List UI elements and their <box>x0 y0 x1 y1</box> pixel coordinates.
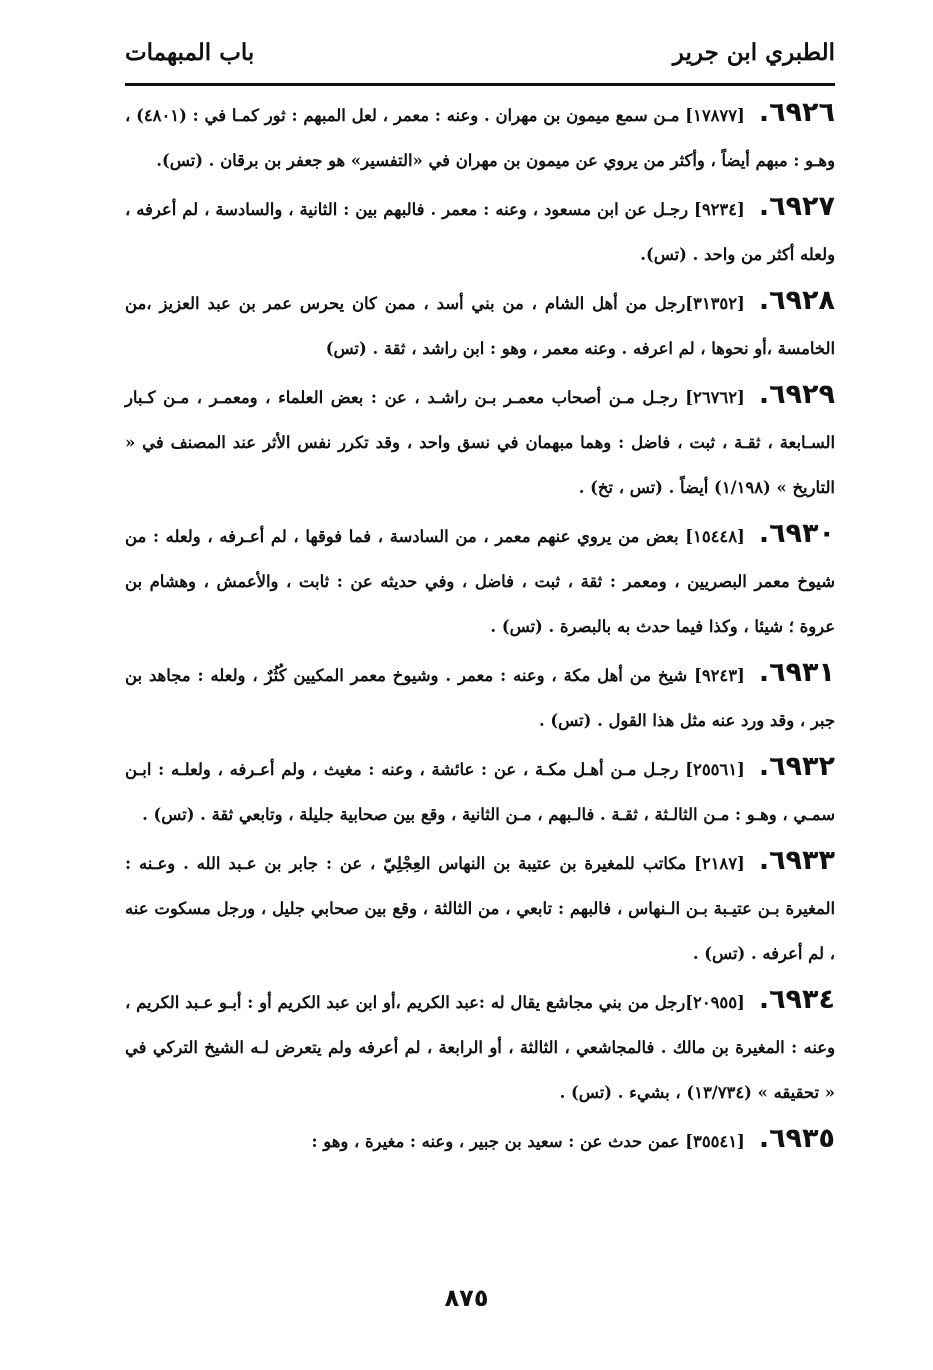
entry-number: ٦٩٣٤. <box>758 984 835 1015</box>
entry-number: ٦٩٢٦. <box>758 97 835 128</box>
entry-number: ٦٩٢٨. <box>758 285 835 316</box>
entry-text: [٩٢٣٤] رجـل عن ابن مسعود ، وعنه : معمر . فالبهم بين : الثانية ، والسادسة ، لم أعرفه ، ولعله أكثر من واحد . (تس). <box>125 200 835 264</box>
header-book-title: الطبري ابن جرير <box>672 38 835 66</box>
entry-6928 <box>125 278 835 371</box>
entry-6934 <box>125 977 835 1115</box>
entry-number: ٦٩٢٩. <box>758 379 835 410</box>
header-chapter-title: باب المبهمات <box>125 38 255 66</box>
entry-6927 <box>125 184 835 277</box>
entry-number: ٦٩٣١. <box>758 657 835 688</box>
entry-text: [٣٥٥٤١] عمن حدث عن : سعيد بن جبير ، وعنه : مغيرة ، وهو : <box>311 1132 745 1151</box>
entry-number: ٦٩٣٥. <box>758 1123 835 1154</box>
entries-list <box>125 90 835 1165</box>
page-number: ٨٧٥ <box>444 1284 489 1312</box>
entry-text: [١٥٤٤٨] بعض من يروي عنهم معمر ، من السادسة ، فما فوقها ، لم أعـرفه ، ولعله : من شيوخ معمر البصريين ، ومعمر : ثقة ، ثبت ، فاضل ، وفي حديثه عن : ثابت ، والأعمش ، وهشام بن عروة ؛ شيئا ، وكذا فيما حدث به بالبصرة . (تس) . <box>125 527 835 636</box>
entry-6929 <box>125 372 835 510</box>
entry-6932 <box>125 744 835 837</box>
entry-6935 <box>125 1116 835 1164</box>
entry-text: [٢٠٩٥٥]رجل من بني مجاشع يقال له :عبد الكريم ،أو ابن عبد الكريم أو : أبـو عـبد الكريم ، وعنه : المغيرة بن مالك . فالمجاشعي ، الثالثة ، أو الرابعة ، لم أعرفه ولم يتعرض لـه الشيخ التركي في « تحقيقه » (١٣/٧٣٤) ، بشيء . (تس) . <box>125 993 835 1102</box>
entry-text: [٣١٣٥٢]رجل من أهل الشام ، من بني أسد ، ممن كان يحرس عمر بن عبد العزيز ،من الخامسة ،أو نحوها ، لم اعرفه . وعنه معمر ، وهو : ابن راشد ، ثقة . (تس) <box>125 294 835 358</box>
entry-text: [٢٦٧٦٢] رجـل مـن أصحاب معمـر بـن راشـد ، عن : بعض العلماء ، ومعمـر ، مـن كـبار السـابعة ، ثقـة ، ثبت ، فاضل : وهما مبهمان في نسق واحد ، وقد تكرر نفس الأثر عند المصنف في « التاريخ » (١/١٩٨) أيضاً . (تس ، تخ) . <box>125 388 835 497</box>
header-divider <box>125 83 835 86</box>
entry-6931 <box>125 650 835 743</box>
entry-6926 <box>125 90 835 183</box>
entry-number: ٦٩٣٣. <box>758 845 835 876</box>
entry-number: ٦٩٣٠. <box>758 518 835 549</box>
entry-number: ٦٩٢٧. <box>758 191 835 222</box>
entry-text: [٩٢٤٣] شيخ من أهل مكة ، وعنه : معمر . وشيوخ معمر المكيين كُثُرٌ ، ولعله : مجاهد بن جبر ، وقد ورد عنه مثل هذا القول . (تس) . <box>125 666 835 730</box>
entry-number: ٦٩٣٢. <box>758 751 835 782</box>
entry-text: [٢٥٥٦١] رجـل مـن أهـل مكـة ، عن : عائشة ، وعنه : مغيث ، ولم أعـرفه ، ولعلـه : ابـن سمـي ، وهـو : مـن الثالـثة ، ثقـة . فالـبهم ، مـن الثانية ، وقع بين صحابية جليلة ، وتابعي ثقة . (تس) . <box>125 760 835 824</box>
entry-6933 <box>125 838 835 976</box>
running-header <box>125 30 835 74</box>
entry-6930 <box>125 511 835 649</box>
entry-text: [٢١٨٧] مكاتب للمغيرة بن عتيبة بن النهاس العِجْلِيّ ، عن : جابر بن عـبد الله . وعـنه : المغيرة بـن عتيـبة بـن الـنهاس ، فالبهم : تابعي ، من الثالثة ، وقع بين صحابي جليل ، ورجل مسكوت عنه ، لم أعرفه . (تس) . <box>125 854 835 963</box>
entry-text: [١٧٨٧٧] مـن سمع ميمون بن مهران . وعنه : معمر ، لعل المبهم : ثور كمـا في : (٤٨٠١) ، وهـو : مبهم أيضاً ، وأكثر من يروي عن ميمون بن مهران في «التفسير» هو جعفر بن برقان . (تس). <box>125 106 835 170</box>
